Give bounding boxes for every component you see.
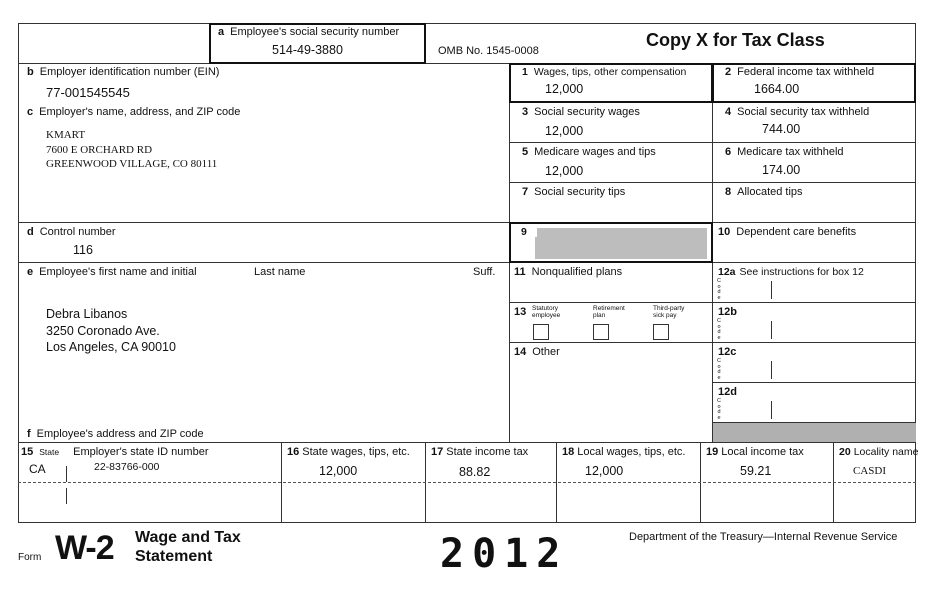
box4-label: 4 Social security tax withheld: [725, 106, 870, 118]
statutory-employee-checkbox[interactable]: [533, 324, 549, 340]
control-label: d Control number: [27, 226, 116, 238]
employer-name-label: c Employer's name, address, and ZIP code: [27, 106, 241, 118]
divider: [712, 382, 916, 383]
box12c-code: C o d e: [717, 358, 721, 381]
ssn-label: a Employee's social security number: [218, 26, 400, 38]
box12b-code: C o d e: [717, 318, 721, 341]
ein-label: b Employer identification number (EIN): [27, 66, 220, 78]
last-name-label: Last name: [254, 266, 306, 278]
box6-label: 6 Medicare tax withheld: [725, 146, 844, 158]
copy-title: Copy X for Tax Class: [646, 30, 825, 50]
box9-number: 9: [521, 227, 537, 237]
box18-label: 18 Local wages, tips, etc.: [562, 446, 686, 458]
state-id-value: 22-83766-000: [94, 461, 160, 473]
box19-value: 59.21: [740, 464, 772, 478]
box20-label: 20 Locality name: [839, 446, 919, 458]
form-statement-title: Wage and Tax Statement: [135, 529, 241, 565]
box6-value: 174.00: [762, 163, 801, 177]
box10-label: 10 Dependent care benefits: [718, 226, 857, 238]
box12b-label: 12b: [718, 306, 737, 318]
box9-shading: [535, 228, 707, 259]
box18-value: 12,000: [585, 464, 624, 478]
state-row-divider: [18, 482, 916, 483]
shaded-area: [713, 423, 916, 442]
third-party-sick-pay-checkbox[interactable]: [653, 324, 669, 340]
irs-department: Department of the Treasury—Internal Revenue Service: [629, 531, 898, 543]
employee-address-label: f Employee's address and ZIP code: [27, 428, 204, 440]
ein-value: 77-001545545: [46, 85, 130, 100]
box3-value: 12,000: [545, 124, 584, 138]
box1-value: 12,000: [545, 82, 584, 96]
employee-city: Los Angeles, CA 90010: [46, 340, 176, 354]
employer-street: 7600 E ORCHARD RD: [46, 143, 153, 156]
box16-value: 12,000: [319, 464, 358, 478]
employee-name-label: e Employee's first name and initial: [27, 266, 197, 278]
box3-label: 3 Social security wages: [522, 106, 640, 118]
suffix-label: Suff.: [473, 266, 496, 278]
box4-value: 744.00: [762, 122, 801, 136]
ssn-value: 514-49-3880: [272, 43, 343, 57]
third-party-sick-pay-label: Third-party sick pay: [653, 305, 685, 319]
box17-value: 88.82: [459, 465, 491, 479]
box12a-separator: [771, 281, 772, 299]
state-tick: [66, 488, 67, 504]
tax-year: 2012: [440, 531, 569, 577]
box12d-label: 12d: [718, 386, 737, 398]
box12c-separator: [771, 361, 772, 379]
box12c-label: 12c: [718, 346, 737, 358]
employee-name: Debra Libanos: [46, 307, 128, 321]
retirement-plan-label: Retirement plan: [593, 305, 625, 319]
employee-street: 3250 Coronado Ave.: [46, 323, 160, 338]
control-value: 116: [73, 243, 93, 257]
box15-label: 15 State Employer's state ID number: [21, 446, 209, 458]
box12b-separator: [771, 321, 772, 339]
statutory-employee-label: Statutory employee: [532, 305, 561, 319]
employer-address: [46, 128, 217, 172]
box5-label: 5 Medicare wages and tips: [522, 146, 656, 158]
employer-name: KMART: [46, 129, 86, 141]
box7-label: 7 Social security tips: [522, 186, 626, 198]
divider: [18, 442, 916, 443]
box8-label: 8 Allocated tips: [725, 186, 803, 198]
box2-value: 1664.00: [754, 82, 800, 96]
box17-label: 17 State income tax: [431, 446, 529, 458]
box16-label: 16 State wages, tips, etc.: [287, 446, 410, 458]
state-tick: [66, 466, 67, 482]
employee-address: [46, 306, 176, 356]
form-word: Form: [18, 552, 42, 563]
state-code: CA: [29, 462, 46, 476]
box12a-code: C o d e: [717, 278, 721, 301]
box19-label: 19 Local income tax: [706, 446, 804, 458]
box12d-separator: [771, 401, 772, 419]
box20-value: CASDI: [853, 465, 887, 477]
box5-value: 12,000: [545, 164, 584, 178]
divider: [18, 262, 916, 263]
box11-label: 11 Nonqualified plans: [514, 266, 623, 278]
box14-label: 14 Other: [514, 346, 560, 358]
box13-number: 13: [514, 306, 527, 318]
omb-number: OMB No. 1545-0008: [438, 45, 539, 57]
divider: [18, 222, 916, 223]
box1-label: 1 Wages, tips, other compensation: [522, 66, 687, 78]
box9: [509, 222, 713, 263]
box12a-label: 12a See instructions for box 12: [718, 266, 864, 278]
box2-label: 2 Federal income tax withheld: [725, 66, 875, 78]
box12d-code: C o d e: [717, 398, 721, 421]
retirement-plan-checkbox[interactable]: [593, 324, 609, 340]
form-w2-title: W-2: [55, 529, 114, 567]
employer-city: GREENWOOD VILLAGE, CO 80111: [46, 158, 218, 170]
